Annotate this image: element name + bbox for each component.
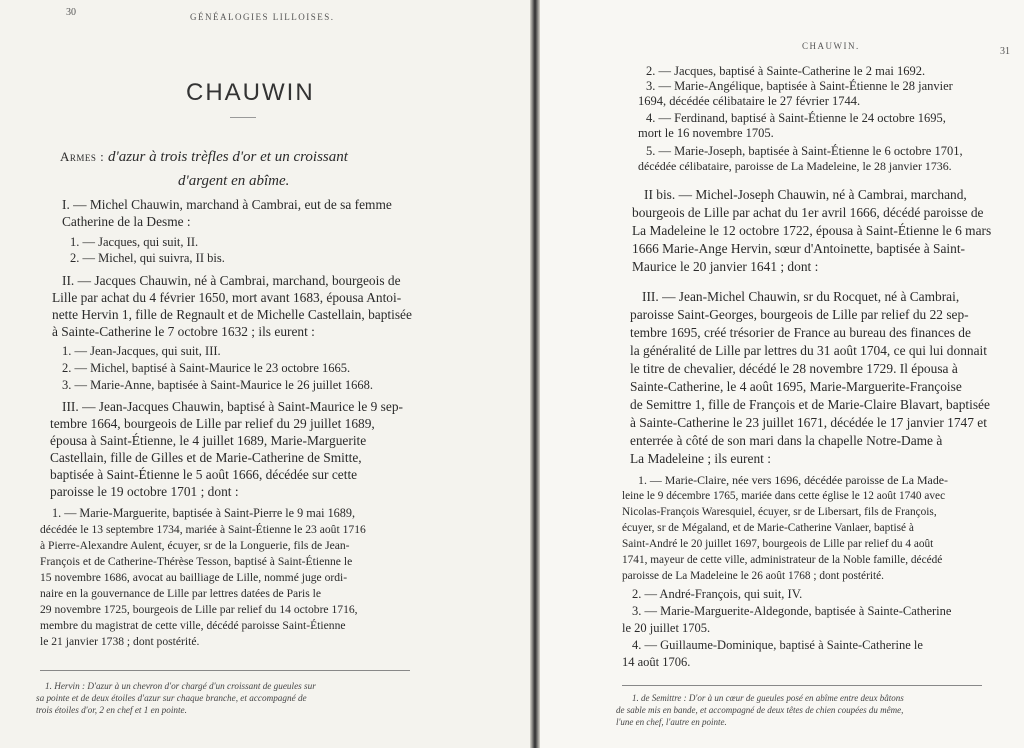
body-line: III. — Jean-Jacques Chauwin, baptisé à Saint-Maurice le 9 sep- [62, 399, 403, 414]
footnote-rule [622, 685, 982, 686]
page-number: 31 [1000, 46, 1010, 57]
body-line: paroisse le 19 octobre 1701 ; dont : [50, 484, 239, 499]
body-line: 3. — Marie-Anne, baptisée à Saint-Maurice le 26 juillet 1668. [62, 378, 374, 392]
running-head: CHAUWIN. [802, 41, 860, 51]
body-line: Saint-André le 20 juillet 1697, bourgeois de Lille par relief du 4 août [622, 538, 934, 550]
body-line: II. — Jacques Chauwin, né à Cambrai, marchand, bourgeois de [62, 273, 401, 288]
right-page [540, 0, 1024, 748]
body-line: 3. — Marie-Marguerite-Aldegonde, baptisée à Sainte-Catherine [632, 604, 952, 618]
arms-text-1: d'azur à trois trèfles d'or et un croissant [108, 149, 348, 165]
body-line: naire en la gouvernance de Lille par lettres datées de Paris le [40, 587, 322, 600]
body-line: 2. — Michel, baptisé à Saint-Maurice le 23 octobre 1665. [62, 361, 351, 375]
body-line: 29 novembre 1725, bourgeois de Lille par relief du 14 octobre 1716, [40, 603, 358, 616]
footnote-line: 1. de Semittre : D'or à un cœur de gueules posé en abîme entre deux bâtons [632, 693, 904, 703]
body-line: à Sainte-Catherine le 7 octobre 1632 ; ils eurent : [52, 324, 315, 339]
page-title: CHAUWIN [186, 79, 315, 106]
body-line: Castellain, fille de Gilles et de Marie-Catherine de Smitte, [50, 450, 362, 465]
footnote-rule [40, 670, 410, 671]
body-line: 1. — Marie-Claire, née vers 1696, décédée paroisse de La Made- [638, 473, 949, 487]
body-line: la généralité de Lille par lettres du 31 août 1704, ce qui lui donnait [630, 343, 987, 358]
body-line: II bis. — Michel-Joseph Chauwin, né à Cambrai, marchand, [644, 187, 967, 202]
arms-line-1 [60, 145, 348, 169]
title-divider [230, 117, 256, 118]
body-line: III. — Jean-Michel Chauwin, sr du Rocquet, né à Cambrai, [642, 289, 960, 304]
body-line: baptisée à Saint-Étienne le 5 août 1666, décédée sur cette [50, 467, 358, 482]
body-line: I. — Michel Chauwin, marchand à Cambrai, eut de sa femme [62, 197, 392, 212]
body-line: épousa à Saint-Étienne, le 4 juillet 1689, Marie-Marguerite [50, 433, 367, 448]
body-line: 14 août 1706. [622, 655, 691, 669]
body-line: décédée le 13 septembre 1734, mariée à Saint-Étienne le 23 août 1716 [40, 523, 366, 536]
body-line: nette Hervin 1, fille de Regnault et de Michelle Castellain, baptisée [52, 307, 412, 322]
body-line: 1. — Jacques, qui suit, II. [70, 235, 199, 249]
footnote-line: 1. Hervin : D'azur à un chevron d'or chargé d'un croissant de gueules sur [45, 681, 316, 691]
body-line: tembre 1695, créé trésorier de France au bureau des finances de [630, 325, 971, 340]
body-line: paroisse Saint-Georges, bourgeois de Lille par relief du 22 sep- [630, 307, 969, 322]
footnote-line: l'une en chef, l'autre en pointe. [616, 717, 727, 727]
body-line: La Madeleine le 12 octobre 1722, épousa à Saint-Étienne le 6 mars [632, 223, 992, 238]
footnote-line: de sable mis en bande, et accompagné de deux têtes de chien coupées du même, [616, 705, 904, 715]
body-line: à Pierre-Alexandre Aulent, écuyer, sr de la Longuerie, fils de Jean- [40, 539, 350, 552]
footnote-line: trois étoiles d'or, 2 en chef et 1 en pointe. [36, 705, 187, 715]
body-line: 1666 Marie-Ange Hervin, sœur d'Antoinette, baptisée à Saint- [632, 241, 966, 256]
body-line: enterrée à côté de son mari dans la chapelle Notre-Dame à [630, 433, 943, 448]
body-line: membre du magistrat de cette ville, décédé paroisse Saint-Étienne [40, 619, 346, 632]
body-line: leine le 9 décembre 1765, mariée dans cette église le 12 août 1740 avec [622, 490, 946, 502]
body-line: 1. — Jean-Jacques, qui suit, III. [62, 344, 221, 358]
body-line: Maurice le 20 janvier 1641 ; dont : [632, 259, 819, 274]
body-line: 2. — Jacques, baptisé à Sainte-Catherine le 2 mai 1692. [646, 64, 926, 78]
body-line: 5. — Marie-Joseph, baptisée à Saint-Étienne le 6 octobre 1701, [646, 144, 963, 158]
body-line: 1. — Marie-Marguerite, baptisée à Saint-Pierre le 9 mai 1689, [52, 506, 356, 520]
body-line: 1694, décédée célibataire le 27 février 1744. [638, 94, 861, 108]
body-line: Sainte-Catherine, le 4 août 1695, Marie-Marguerite-Françoise [630, 379, 962, 394]
body-line: décédée célibataire, paroisse de La Madeleine, le 28 janvier 1736. [638, 159, 952, 173]
body-line: 3. — Marie-Angélique, baptisée à Saint-Étienne le 28 janvier [646, 79, 953, 93]
body-line: à Sainte-Catherine le 23 juillet 1671, décédée le 17 janvier 1747 et [630, 415, 987, 430]
body-line: Nicolas-François Waresquiel, écuyer, sr de Libersart, fils de François, [622, 506, 937, 518]
body-line: tembre 1664, bourgeois de Lille par relief du 29 juillet 1689, [50, 416, 375, 431]
body-line: écuyer, sr de Mégaland, et de Marie-Catherine Vanlaer, baptisé à [622, 522, 914, 534]
footnote-line: sa pointe et de deux étoiles d'azur sur chaque branche, et accompagné de [36, 693, 307, 703]
body-line: 15 novembre 1686, avocat au bailliage de Lille, nommé juge ordi- [40, 571, 348, 584]
arms-line-2: d'argent en abîme. [178, 173, 290, 189]
body-line: Lille par achat du 4 février 1650, mort avant 1683, épousa Antoi- [52, 290, 402, 305]
body-line: Catherine de la Desme : [62, 214, 191, 229]
body-line: 2. — Michel, qui suivra, II bis. [70, 251, 225, 265]
body-line: le 21 janvier 1738 ; dont postérité. [40, 635, 200, 648]
body-line: mort le 16 novembre 1705. [638, 126, 774, 140]
arms-label: Armes : [60, 149, 105, 164]
body-line: 4. — Guillaume-Dominique, baptisé à Sainte-Catherine le [632, 638, 923, 652]
running-head: GÉNÉALOGIES LILLOISES. [190, 12, 335, 22]
body-line: de Semittre 1, fille de François et de Marie-Claire Blavart, baptisée [630, 397, 990, 412]
body-line: La Madeleine ; ils eurent : [630, 451, 771, 466]
body-line: le titre de chevalier, décédé le 28 novembre 1729. Il épousa à [630, 361, 958, 376]
book-gutter [530, 0, 540, 748]
body-line: 1741, mayeur de cette ville, administrateur de la Noble famille, décédé [622, 554, 943, 566]
body-line: bourgeois de Lille par achat du 1er avril 1666, décédé paroisse de [632, 205, 984, 220]
page-number: 30 [66, 7, 76, 18]
body-line: paroisse de La Madeleine le 26 août 1768 ; dont postérité. [622, 570, 884, 582]
body-line: François et de Catherine-Thérèse Tesson, baptisé à Saint-Étienne le [40, 555, 353, 568]
body-line: le 20 juillet 1705. [622, 621, 711, 635]
body-line: 2. — André-François, qui suit, IV. [632, 587, 803, 601]
body-line: 4. — Ferdinand, baptisé à Saint-Étienne le 24 octobre 1695, [646, 111, 946, 125]
